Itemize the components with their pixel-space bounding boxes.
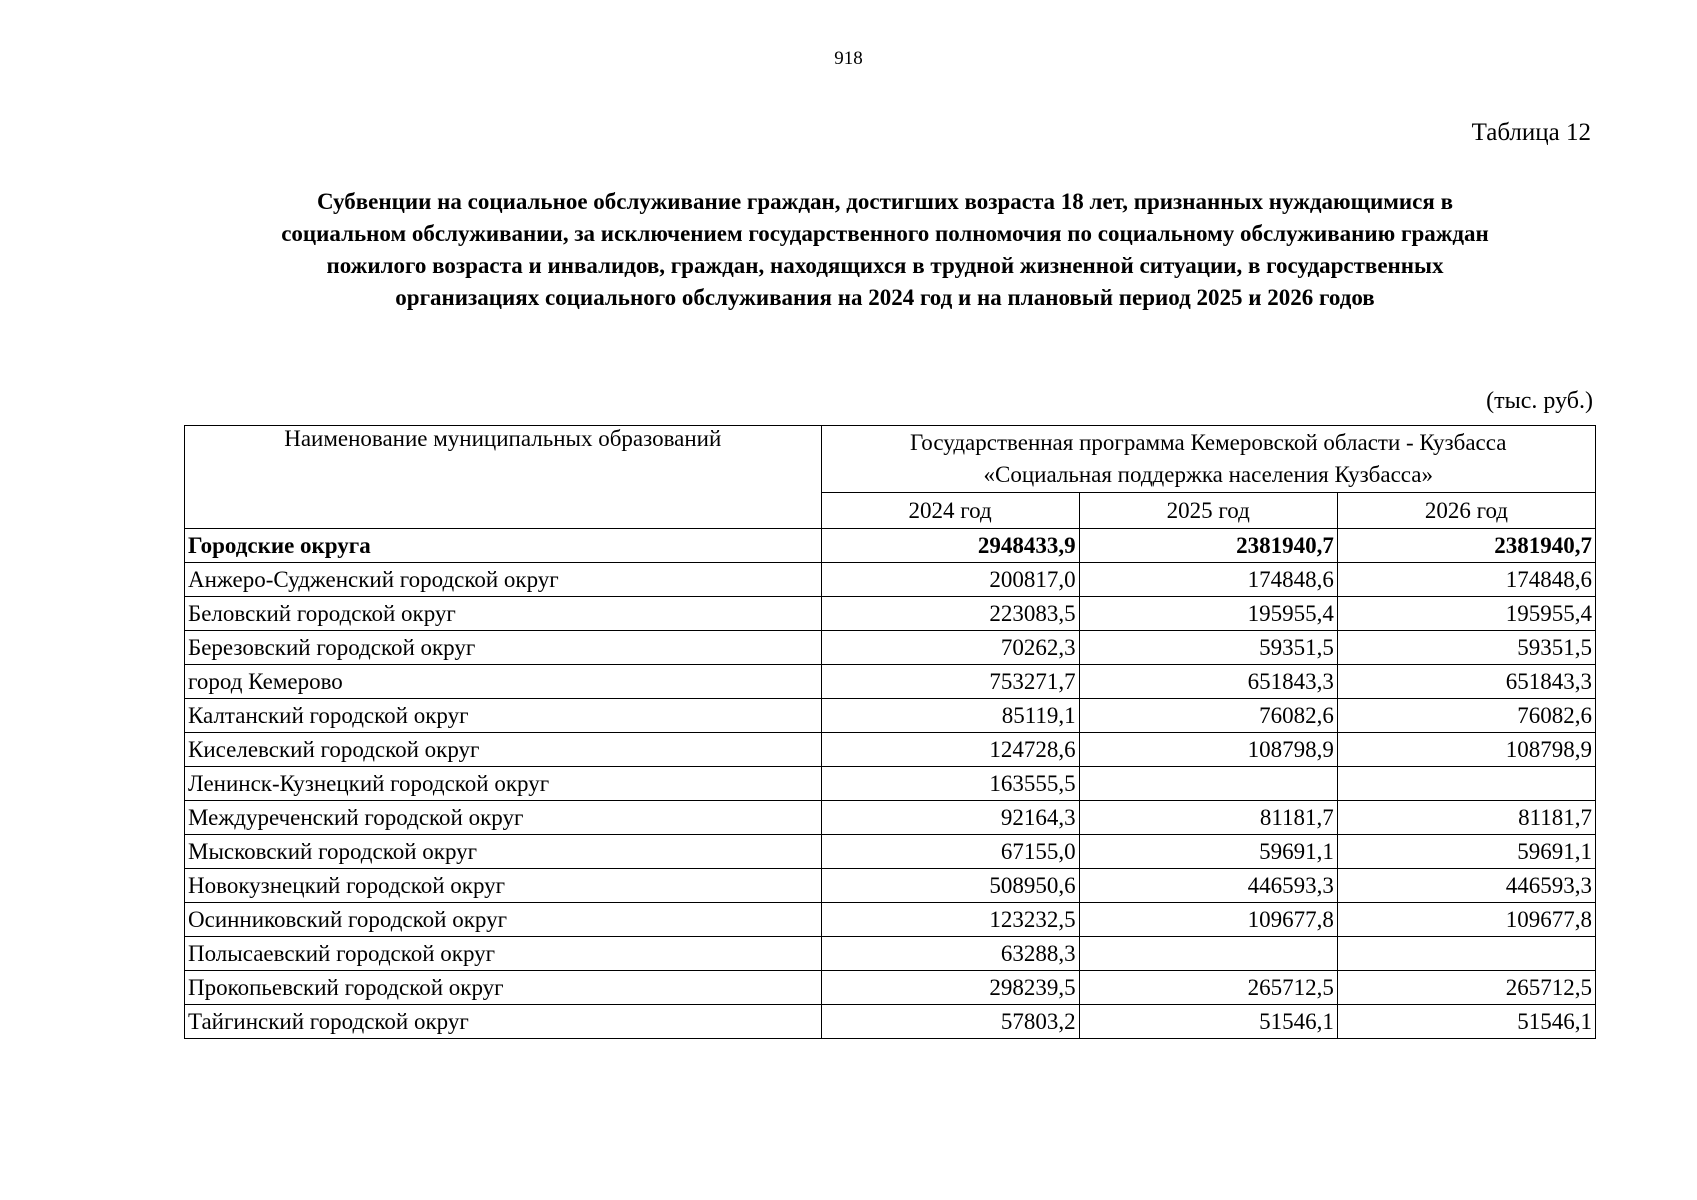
- row-name: Осинниковский городской округ: [185, 903, 822, 937]
- value-2026: 109677,8: [1337, 903, 1595, 937]
- header-program-line: «Социальная поддержка населения Кузбасса»: [983, 462, 1433, 487]
- value-2025: 51546,1: [1079, 1005, 1337, 1039]
- row-name: Новокузнецкий городской округ: [185, 869, 822, 903]
- header-year-2024: 2024 год: [821, 493, 1079, 529]
- table-row: [185, 1005, 1596, 1039]
- title-line: Субвенции на социальное обслуживание граждан, достигших возраста 18 лет, признанных нуждающимися в: [316, 189, 1453, 214]
- row-name: Городские округа: [185, 529, 822, 563]
- table-row: [185, 835, 1596, 869]
- value-2025: [1079, 937, 1337, 971]
- value-2026: [1337, 937, 1595, 971]
- row-name: Ленинск-Кузнецкий городской округ: [185, 767, 822, 801]
- value-2024: 124728,6: [821, 733, 1079, 767]
- table-row: [185, 937, 1596, 971]
- value-2025: 81181,7: [1079, 801, 1337, 835]
- title-line: пожилого возраста и инвалидов, граждан, находящихся в трудной жизненной ситуации, в государственных: [326, 253, 1444, 278]
- table-row: [185, 699, 1596, 733]
- header-year-2025: 2025 год: [1079, 493, 1337, 529]
- value-2024: 223083,5: [821, 597, 1079, 631]
- value-2026: 59691,1: [1337, 835, 1595, 869]
- value-2026: [1337, 767, 1595, 801]
- value-2026: 81181,7: [1337, 801, 1595, 835]
- table-body: [185, 529, 1596, 1039]
- table-row: [185, 733, 1596, 767]
- value-2026: 59351,5: [1337, 631, 1595, 665]
- value-2026: 2381940,7: [1337, 529, 1595, 563]
- row-name: Прокопьевский городской округ: [185, 971, 822, 1005]
- row-name: Березовский городской округ: [185, 631, 822, 665]
- value-2026: 265712,5: [1337, 971, 1595, 1005]
- value-2026: 51546,1: [1337, 1005, 1595, 1039]
- row-name: Полысаевский городской округ: [185, 937, 822, 971]
- value-2024: 92164,3: [821, 801, 1079, 835]
- subvention-table: [184, 425, 1596, 1039]
- value-2025: 109677,8: [1079, 903, 1337, 937]
- value-2025: 2381940,7: [1079, 529, 1337, 563]
- value-2025: 195955,4: [1079, 597, 1337, 631]
- title-line: социальном обслуживании, за исключением государственного полномочия по социальному обслуживанию граждан: [281, 221, 1489, 246]
- value-2025: 265712,5: [1079, 971, 1337, 1005]
- value-2024: 163555,5: [821, 767, 1079, 801]
- value-2024: 123232,5: [821, 903, 1079, 937]
- table-row: [185, 869, 1596, 903]
- value-2024: 298239,5: [821, 971, 1079, 1005]
- value-2026: 108798,9: [1337, 733, 1595, 767]
- value-2024: 57803,2: [821, 1005, 1079, 1039]
- row-name: Беловский городской округ: [185, 597, 822, 631]
- row-name: Киселевский городской округ: [185, 733, 822, 767]
- value-2024: 508950,6: [821, 869, 1079, 903]
- total-row: [185, 529, 1596, 563]
- value-2025: 651843,3: [1079, 665, 1337, 699]
- value-2026: 446593,3: [1337, 869, 1595, 903]
- value-2025: 59691,1: [1079, 835, 1337, 869]
- value-2024: 2948433,9: [821, 529, 1079, 563]
- document-title: [185, 186, 1585, 314]
- value-2025: 59351,5: [1079, 631, 1337, 665]
- table-row: [185, 597, 1596, 631]
- value-2025: 446593,3: [1079, 869, 1337, 903]
- header-year-2026: 2026 год: [1337, 493, 1595, 529]
- row-name: Тайгинский городской округ: [185, 1005, 822, 1039]
- value-2026: 174848,6: [1337, 563, 1595, 597]
- value-2024: 70262,3: [821, 631, 1079, 665]
- table-row: [185, 903, 1596, 937]
- title-line: организациях социального обслуживания на 2024 год и на плановый период 2025 и 2026 годов: [395, 285, 1375, 310]
- table-row: [185, 767, 1596, 801]
- row-name: Калтанский городской округ: [185, 699, 822, 733]
- row-name: Междуреченский городской округ: [185, 801, 822, 835]
- value-2024: 753271,7: [821, 665, 1079, 699]
- units-label: (тыс. руб.): [1486, 388, 1593, 414]
- table-label: Таблица 12: [1471, 119, 1591, 146]
- table-row: [185, 971, 1596, 1005]
- value-2024: 67155,0: [821, 835, 1079, 869]
- value-2025: 76082,6: [1079, 699, 1337, 733]
- row-name: Анжеро-Судженский городской округ: [185, 563, 822, 597]
- table-row: [185, 563, 1596, 597]
- value-2025: [1079, 767, 1337, 801]
- value-2024: 85119,1: [821, 699, 1079, 733]
- value-2025: 174848,6: [1079, 563, 1337, 597]
- table-row: [185, 665, 1596, 699]
- value-2025: 108798,9: [1079, 733, 1337, 767]
- table-row: [185, 631, 1596, 665]
- page-number: 918: [834, 48, 863, 69]
- row-name: Мысковский городской округ: [185, 835, 822, 869]
- table-row: [185, 801, 1596, 835]
- value-2024: 63288,3: [821, 937, 1079, 971]
- value-2024: 200817,0: [821, 563, 1079, 597]
- header-program: [821, 426, 1596, 493]
- row-name: город Кемерово: [185, 665, 822, 699]
- header-program-line: Государственная программа Кемеровской области - Кузбасса: [910, 430, 1507, 455]
- value-2026: 651843,3: [1337, 665, 1595, 699]
- value-2026: 195955,4: [1337, 597, 1595, 631]
- value-2026: 76082,6: [1337, 699, 1595, 733]
- header-municipality-name: Наименование муниципальных образований: [185, 426, 822, 529]
